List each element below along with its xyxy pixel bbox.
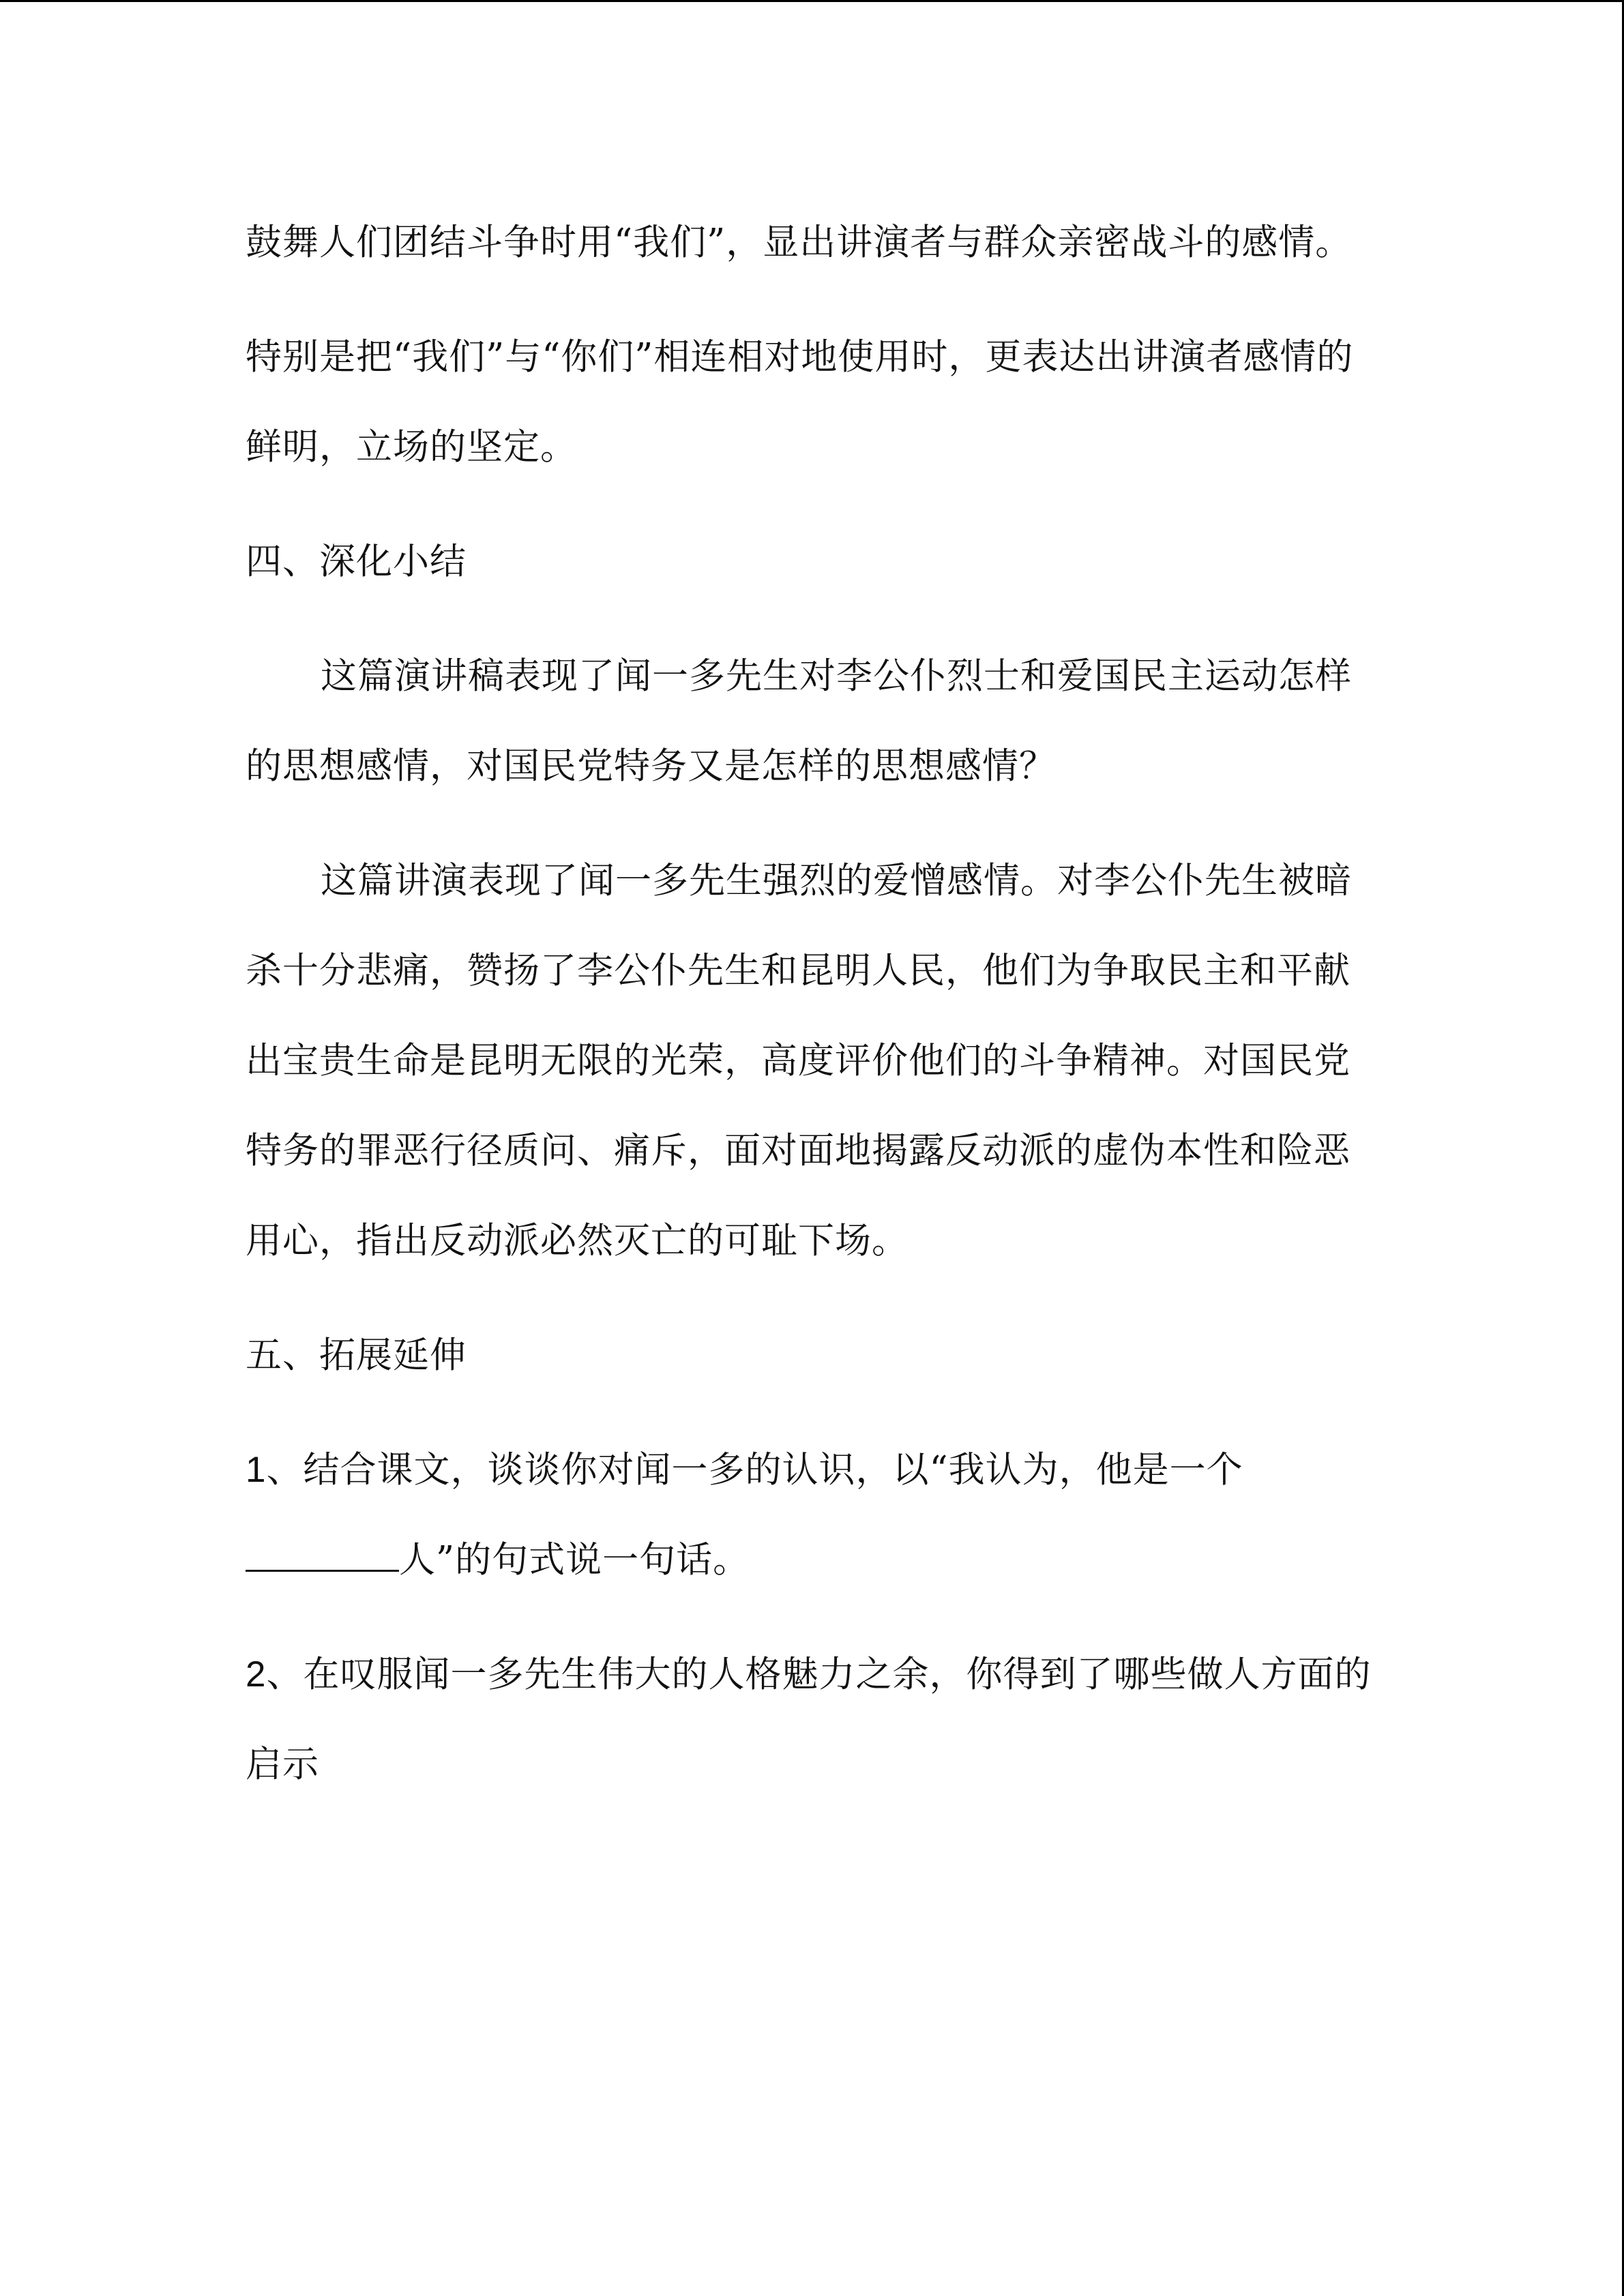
fill-in-blank[interactable]: [246, 1522, 399, 1572]
question-2-number: 2: [246, 1654, 267, 1695]
document-body: [246, 198, 1378, 1834]
paragraph-question-feelings: 这篇演讲稿表现了闻一多先生对李公仆烈士和爱国民主运动怎样的思想感情，对国民党特务又是怎样的思想感情？: [246, 655, 1352, 787]
heading-section-four: 四、深化小结: [246, 541, 467, 582]
heading-section-five: 五、拓展延伸: [246, 1335, 467, 1376]
question-1-text-before: 、结合课文，谈谈你对闻一多的认识，以“我认为，他是一个: [266, 1449, 1243, 1491]
question-1-text-after: 人”的句式说一句话。: [399, 1539, 750, 1581]
question-2-text: 、在叹服闻一多先生伟大的人格魅力之余，你得到了哪些做人方面的启示: [246, 1654, 1372, 1785]
page-border-top: [0, 0, 1624, 2]
paragraph-we-you-contrast: 特别是把“我们”与“你们”相连相对地使用时，更表达出讲演者感情的鲜明，立场的坚定。: [246, 336, 1354, 468]
question-1: [246, 1425, 1378, 1605]
paragraph-answer-feelings: 这篇讲演表现了闻一多先生强烈的爱憎感情。对李公仆先生被暗杀十分悲痛，赞扬了李公仆先生和昆明人民，他们为争取民主和平献出宝贵生命是昆明无限的光荣，高度评价他们的斗争精神。对国民党特务的罪恶行径质问、痛斥，面对面地揭露反动派的虚伪本性和险恶用心，指出反动派必然灭亡的可耻下场。: [246, 860, 1352, 1262]
question-2: [246, 1630, 1378, 1810]
question-1-number: 1: [246, 1450, 267, 1490]
paragraph-we-usage: 鼓舞人们团结斗争时用“我们”，显出讲演者与群众亲密战斗的感情。: [246, 222, 1353, 263]
